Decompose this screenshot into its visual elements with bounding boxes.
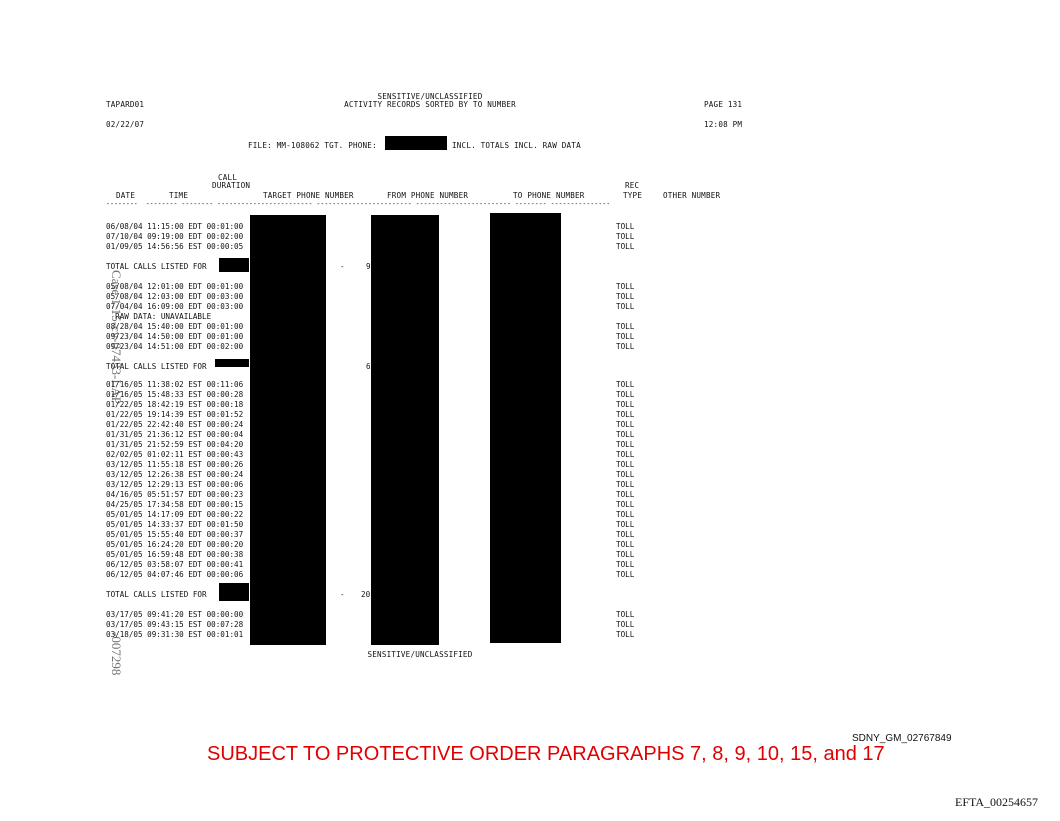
record-row: 09/23/04 14:51:00 EDT 00:02:00	[106, 342, 244, 351]
page-number: PAGE 131	[704, 100, 743, 109]
rec-type: TOLL	[616, 440, 635, 449]
col-from-phone: FROM PHONE NUMBER	[387, 191, 469, 200]
record-row: 04/16/05 05:51:57 EDT 00:00:23	[106, 490, 244, 499]
program-id: TAPARD01	[106, 100, 145, 109]
rec-type: TOLL	[616, 450, 635, 459]
report-title: ACTIVITY RECORDS SORTED BY TO NUMBER	[344, 100, 516, 109]
record-row: 01/31/05 21:36:12 EST 00:00:04	[106, 430, 244, 439]
case-stamp: Case 1:15-cv-07433-LAP	[109, 270, 124, 404]
record-row: 06/12/05 03:58:07 EDT 00:00:41	[106, 560, 244, 569]
rec-type: TOLL	[616, 510, 635, 519]
col-target-phone: TARGET PHONE NUMBER	[263, 191, 354, 200]
record-row: 01/31/05 21:52:59 EST 00:04:20	[106, 440, 244, 449]
group-1-total-count: 9	[366, 262, 371, 271]
rec-type: TOLL	[616, 520, 635, 529]
record-row: 05/08/04 12:01:00 EDT 00:01:00	[106, 282, 244, 291]
col-rec: REC	[625, 181, 640, 190]
rec-type: TOLL	[616, 430, 635, 439]
group-2-total-count: 6	[366, 362, 371, 371]
rec-type	[616, 312, 634, 322]
efta-number: EFTA_00254657	[955, 795, 1039, 809]
rec-type: TOLL	[616, 540, 635, 549]
classification-bottom: SENSITIVE/UNCLASSIFIED	[367, 650, 473, 659]
record-row: 01/22/05 22:42:40 EST 00:00:24	[106, 420, 244, 429]
group-3-total-count: 20	[361, 590, 371, 599]
group-1	[106, 222, 243, 252]
rec-type: TOLL	[616, 550, 635, 559]
record-row: 09/23/04 14:50:00 EDT 00:01:00	[106, 332, 244, 341]
classification-top: SENSITIVE/UNCLASSIFIED	[377, 92, 483, 101]
rec-type: TOLL	[616, 460, 635, 469]
rec-type: TOLL	[616, 222, 635, 231]
rec-type: TOLL	[616, 630, 635, 639]
record-row: 05/01/05 15:55:40 EDT 00:00:37	[106, 530, 244, 539]
record-row: 03/17/05 09:41:20 EST 00:00:00	[106, 610, 244, 619]
redacted-target-phone-column	[250, 215, 326, 645]
record-row: 03/12/05 12:26:38 EST 00:00:24	[106, 470, 244, 479]
group-1-types	[616, 222, 634, 252]
rec-type: TOLL	[616, 480, 635, 489]
rec-type: TOLL	[616, 232, 635, 241]
bates-number: SDNY_GM_02767849	[852, 733, 952, 744]
record-row: 05/01/05 14:33:37 EDT 00:01:50	[106, 520, 244, 529]
record-row: 07/04/04 16:09:00 EDT 00:03:00	[106, 302, 244, 311]
col-duration: DURATION	[212, 181, 251, 190]
rec-type: TOLL	[616, 610, 635, 619]
rec-type: TOLL	[616, 332, 635, 341]
record-row: 05/01/05 16:24:20 EDT 00:00:20	[106, 540, 244, 549]
rec-type: TOLL	[616, 490, 635, 499]
rec-type: TOLL	[616, 560, 635, 569]
record-row: 05/01/05 16:59:48 EDT 00:00:38	[106, 550, 244, 559]
redacted-to-phone-column	[490, 213, 561, 643]
record-row: 03/12/05 11:55:18 EST 00:00:26	[106, 460, 244, 469]
group-3-types	[616, 380, 634, 580]
group-1-total-label: TOTAL CALLS LISTED FOR	[106, 262, 207, 271]
report-date: 02/22/07	[106, 120, 145, 129]
rec-type: TOLL	[616, 470, 635, 479]
col-call: CALL	[218, 173, 238, 182]
case-stamp-tail: -007298	[109, 632, 124, 676]
record-row: 06/12/05 04:07:46 EDT 00:00:06	[106, 570, 244, 579]
report-options: INCL. TOTALS INCL. RAW DATA	[452, 141, 581, 150]
col-to-phone: TO PHONE NUMBER	[513, 191, 585, 200]
group-3-dash: -	[340, 590, 345, 599]
rec-type: TOLL	[616, 400, 635, 409]
group-2-total-label: TOTAL CALLS LISTED FOR	[106, 362, 207, 371]
record-row: 02/02/05 01:02:11 EST 00:00:43	[106, 450, 244, 459]
record-row: 03/17/05 09:43:15 EST 00:07:28	[106, 620, 244, 629]
rec-type: TOLL	[616, 302, 635, 311]
record-row: 01/16/05 15:48:33 EST 00:00:28	[106, 390, 244, 399]
rec-type: TOLL	[616, 390, 635, 399]
group-4-types	[616, 610, 634, 640]
rec-type: TOLL	[616, 282, 635, 291]
record-row: 06/08/04 11:15:00 EDT 00:01:00	[106, 222, 244, 231]
group-2-types	[616, 282, 634, 352]
record-row: 04/25/05 17:34:58 EDT 00:00:15	[106, 500, 244, 509]
record-row: 05/08/04 12:03:00 EDT 00:03:00	[106, 292, 244, 301]
rec-type: TOLL	[616, 410, 635, 419]
redacted-total-number	[215, 359, 249, 367]
rec-type: TOLL	[616, 530, 635, 539]
redacted-total-number	[219, 583, 249, 601]
rec-type: TOLL	[616, 342, 635, 351]
record-row: 08/28/04 15:40:00 EDT 00:01:00	[106, 322, 244, 331]
raw-data-note: RAW DATA: UNAVAILABLE	[106, 312, 212, 321]
file-label: FILE: MM-108062 TGT. PHONE:	[248, 141, 377, 150]
redacted-from-phone-column	[371, 215, 439, 645]
group-2	[106, 282, 243, 352]
col-time: TIME	[169, 191, 189, 200]
record-row: 03/18/05 09:31:30 EST 00:01:01	[106, 630, 244, 639]
col-type: TYPE	[623, 191, 643, 200]
rec-type: TOLL	[616, 322, 635, 331]
record-row: 01/22/05 19:14:39 EST 00:01:52	[106, 410, 244, 419]
redacted-target-phone	[385, 136, 447, 150]
rec-type: TOLL	[616, 570, 635, 579]
col-other-number: OTHER NUMBER	[663, 191, 721, 200]
record-row: 01/22/05 18:42:19 EST 00:00:18	[106, 400, 244, 409]
group-3-total-label: TOTAL CALLS LISTED FOR	[106, 590, 207, 599]
record-row: 07/10/04 09:19:00 EDT 00:02:00	[106, 232, 244, 241]
group-1-dash: -	[340, 262, 345, 271]
header-rule: -------- -------- -------- ------------------------ ------------------------ ------------------------ -------- ---------------	[106, 200, 611, 208]
rec-type: TOLL	[616, 500, 635, 509]
record-row: 03/12/05 12:29:13 EST 00:00:06	[106, 480, 244, 489]
record-row: 05/01/05 14:17:09 EDT 00:00:22	[106, 510, 244, 519]
redacted-total-number	[219, 258, 249, 272]
rec-type: TOLL	[616, 420, 635, 429]
rec-type: TOLL	[616, 292, 635, 301]
report-time: 12:08 PM	[704, 120, 743, 129]
group-4	[106, 610, 243, 640]
col-date: DATE	[116, 191, 136, 200]
record-row: 01/16/05 11:38:02 EST 00:11:06	[106, 380, 244, 389]
rec-type: TOLL	[616, 620, 635, 629]
record-row: 01/09/05 14:56:56 EST 00:00:05	[106, 242, 244, 251]
rec-type: TOLL	[616, 380, 635, 389]
group-3	[106, 380, 243, 580]
rec-type: TOLL	[616, 242, 635, 251]
protective-order-notice: SUBJECT TO PROTECTIVE ORDER PARAGRAPHS 7, 8, 9, 10, 15, and 17	[207, 743, 885, 765]
